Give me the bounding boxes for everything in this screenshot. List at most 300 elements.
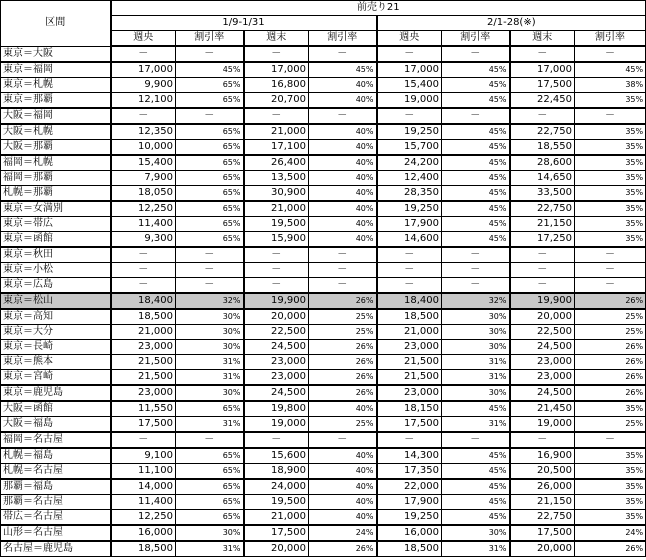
table-row <box>1 495 646 510</box>
fare-cell: 17,250 <box>510 232 575 248</box>
fare-cell: 18,150 <box>377 401 442 417</box>
discount-cell: － <box>176 46 244 62</box>
route-cell: 東京＝松山 <box>1 293 111 309</box>
discount-cell: 25% <box>309 325 377 340</box>
discount-cell: － <box>176 263 244 278</box>
fare-cell: 28,350 <box>377 186 442 202</box>
table-row <box>1 432 646 448</box>
fare-cell: － <box>377 108 442 124</box>
col-header: 割引率 <box>309 31 377 47</box>
discount-cell: 25% <box>575 325 646 340</box>
route-cell: 札幌＝福島 <box>1 448 111 464</box>
fare-cell: 23,000 <box>244 370 309 386</box>
fare-cell: 22,450 <box>510 93 575 109</box>
fare-cell: 19,500 <box>244 217 309 232</box>
fare-cell: － <box>244 46 309 62</box>
fare-cell: 19,000 <box>510 417 575 433</box>
discount-cell: 40% <box>309 171 377 186</box>
fare-cell: 13,500 <box>244 171 309 186</box>
fare-cell: 19,000 <box>377 93 442 109</box>
discount-cell: 30% <box>176 525 244 541</box>
discount-cell: 40% <box>309 186 377 202</box>
discount-cell: 31% <box>176 355 244 370</box>
col-header: 週央 <box>377 31 442 47</box>
route-cell: 東京＝大阪 <box>1 46 111 62</box>
route-cell: 大阪＝函館 <box>1 401 111 417</box>
discount-cell: 30% <box>442 309 510 325</box>
table-row <box>1 78 646 93</box>
fare-cell: 30,900 <box>244 186 309 202</box>
discount-cell: 31% <box>176 370 244 386</box>
route-cell: 大阪＝福岡 <box>1 108 111 124</box>
discount-cell: 26% <box>309 541 377 557</box>
col-header: 割引率 <box>442 31 510 47</box>
fare-cell: 14,600 <box>377 232 442 248</box>
table-row <box>1 464 646 480</box>
fare-cell: 21,000 <box>111 325 176 340</box>
fare-cell: 21,500 <box>111 370 176 386</box>
fare-cell: 12,250 <box>111 201 176 217</box>
table-row <box>1 510 646 526</box>
discount-cell: 45% <box>442 495 510 510</box>
discount-cell: 65% <box>176 171 244 186</box>
discount-cell: 30% <box>442 525 510 541</box>
discount-cell: 40% <box>309 495 377 510</box>
fare-cell: 15,700 <box>377 140 442 156</box>
table-row <box>1 217 646 232</box>
discount-cell: 35% <box>575 479 646 495</box>
fare-cell: 23,000 <box>377 385 442 401</box>
discount-cell: 65% <box>176 140 244 156</box>
discount-cell: 65% <box>176 201 244 217</box>
fare-cell: － <box>377 263 442 278</box>
period-header-2: 2/1-28(※) <box>377 16 646 31</box>
route-cell: 東京＝帯広 <box>1 217 111 232</box>
route-cell: 東京＝鹿児島 <box>1 385 111 401</box>
fare-cell: 20,500 <box>510 464 575 480</box>
discount-cell: 65% <box>176 479 244 495</box>
discount-cell: 45% <box>442 217 510 232</box>
discount-cell: 26% <box>309 370 377 386</box>
discount-cell: － <box>309 247 377 263</box>
discount-cell: － <box>176 247 244 263</box>
fare-cell: 18,050 <box>111 186 176 202</box>
discount-cell: 45% <box>442 186 510 202</box>
fare-cell: 11,400 <box>111 495 176 510</box>
table-row <box>1 46 646 62</box>
discount-cell: － <box>309 46 377 62</box>
discount-cell: 40% <box>309 232 377 248</box>
route-cell: 大阪＝福島 <box>1 417 111 433</box>
route-cell: 東京＝高知 <box>1 309 111 325</box>
route-cell: 大阪＝那覇 <box>1 140 111 156</box>
fare-cell: 9,100 <box>111 448 176 464</box>
fare-cell: 23,000 <box>377 340 442 355</box>
col-header: 週末 <box>510 31 575 47</box>
discount-cell: 30% <box>176 385 244 401</box>
table-row <box>1 541 646 557</box>
discount-cell: 32% <box>176 293 244 309</box>
route-cell: 名古屋＝鹿児島 <box>1 541 111 557</box>
fare-cell: 21,150 <box>510 217 575 232</box>
discount-cell: － <box>442 278 510 294</box>
discount-cell: 26% <box>309 293 377 309</box>
discount-cell: 40% <box>309 479 377 495</box>
fare-cell: 17,500 <box>377 417 442 433</box>
fare-cell: 18,500 <box>377 309 442 325</box>
fare-cell: 17,900 <box>377 217 442 232</box>
discount-cell: 40% <box>309 140 377 156</box>
fare-cell: 19,000 <box>244 417 309 433</box>
fare-cell: － <box>244 432 309 448</box>
table-row <box>1 340 646 355</box>
fare-cell: － <box>111 432 176 448</box>
route-cell: 東京＝大分 <box>1 325 111 340</box>
discount-cell: 45% <box>442 448 510 464</box>
fare-cell: 23,000 <box>111 385 176 401</box>
fare-cell: － <box>377 247 442 263</box>
discount-cell: 30% <box>176 325 244 340</box>
discount-cell: 30% <box>442 325 510 340</box>
discount-cell: － <box>309 432 377 448</box>
fare-cell: 18,500 <box>111 309 176 325</box>
fare-cell: 16,000 <box>377 525 442 541</box>
discount-cell: － <box>442 108 510 124</box>
discount-cell: 65% <box>176 155 244 171</box>
route-cell: 東京＝福岡 <box>1 62 111 78</box>
fare-cell: 15,600 <box>244 448 309 464</box>
discount-cell: 31% <box>442 541 510 557</box>
discount-cell: 45% <box>442 479 510 495</box>
route-cell: 福岡＝那覇 <box>1 171 111 186</box>
fare-cell: 24,500 <box>510 340 575 355</box>
discount-cell: － <box>309 278 377 294</box>
discount-cell: 65% <box>176 448 244 464</box>
discount-cell: 65% <box>176 93 244 109</box>
discount-cell: 32% <box>442 293 510 309</box>
fare-cell: 21,150 <box>510 495 575 510</box>
discount-cell: 40% <box>309 510 377 526</box>
discount-cell: 26% <box>575 293 646 309</box>
discount-cell: 30% <box>442 385 510 401</box>
fare-cell: 11,100 <box>111 464 176 480</box>
discount-cell: 65% <box>176 232 244 248</box>
fare-cell: 24,200 <box>377 155 442 171</box>
discount-cell: 65% <box>176 464 244 480</box>
discount-cell: 45% <box>176 62 244 78</box>
fare-cell: 17,500 <box>111 417 176 433</box>
fare-cell: 20,000 <box>510 309 575 325</box>
table-row <box>1 62 646 78</box>
discount-cell: 35% <box>575 124 646 140</box>
fare-cell: 18,400 <box>111 293 176 309</box>
discount-cell: 35% <box>575 495 646 510</box>
discount-cell: 45% <box>309 62 377 78</box>
fare-cell: 28,600 <box>510 155 575 171</box>
table-row <box>1 124 646 140</box>
table-row <box>1 171 646 186</box>
discount-cell: 45% <box>442 155 510 171</box>
fare-cell: 19,250 <box>377 510 442 526</box>
fare-cell: － <box>111 278 176 294</box>
fare-cell: 14,000 <box>111 479 176 495</box>
discount-cell: 25% <box>575 417 646 433</box>
route-header: 区間 <box>1 1 111 47</box>
discount-cell: － <box>442 46 510 62</box>
fare-cell: － <box>244 247 309 263</box>
discount-cell: 40% <box>309 93 377 109</box>
fare-cell: 18,900 <box>244 464 309 480</box>
discount-cell: － <box>176 278 244 294</box>
route-cell: 札幌＝名古屋 <box>1 464 111 480</box>
route-cell: 東京＝熊本 <box>1 355 111 370</box>
discount-cell: 35% <box>575 217 646 232</box>
fare-cell: 18,550 <box>510 140 575 156</box>
fare-cell: 17,500 <box>510 78 575 93</box>
fare-cell: － <box>244 278 309 294</box>
fare-cell: 15,400 <box>377 78 442 93</box>
discount-cell: 26% <box>575 541 646 557</box>
fare-cell: － <box>111 247 176 263</box>
route-cell: 札幌＝那覇 <box>1 186 111 202</box>
route-cell: 東京＝広島 <box>1 278 111 294</box>
discount-cell: 65% <box>176 78 244 93</box>
col-header: 週末 <box>244 31 309 47</box>
fare-cell: 21,500 <box>377 355 442 370</box>
discount-cell: 65% <box>176 186 244 202</box>
discount-cell: 35% <box>575 201 646 217</box>
route-cell: 東京＝札幌 <box>1 78 111 93</box>
discount-cell: 65% <box>176 510 244 526</box>
fare-cell: 17,000 <box>111 62 176 78</box>
fare-cell: 26,000 <box>510 479 575 495</box>
discount-cell: 26% <box>309 385 377 401</box>
discount-cell: － <box>309 263 377 278</box>
fare-cell: 12,350 <box>111 124 176 140</box>
discount-cell: 45% <box>442 78 510 93</box>
discount-cell: 40% <box>309 464 377 480</box>
fare-cell: 19,800 <box>244 401 309 417</box>
discount-cell: 45% <box>442 401 510 417</box>
discount-cell: 40% <box>309 217 377 232</box>
fare-cell: 12,250 <box>111 510 176 526</box>
fare-cell: 17,000 <box>377 62 442 78</box>
discount-cell: 40% <box>309 401 377 417</box>
discount-cell: 45% <box>442 124 510 140</box>
fare-cell: 10,000 <box>111 140 176 156</box>
discount-cell: 35% <box>575 186 646 202</box>
discount-cell: 26% <box>575 370 646 386</box>
fare-cell: 17,000 <box>510 62 575 78</box>
fare-cell: 14,650 <box>510 171 575 186</box>
fare-cell: 17,900 <box>377 495 442 510</box>
route-cell: 東京＝長崎 <box>1 340 111 355</box>
discount-cell: 35% <box>575 448 646 464</box>
discount-cell: 45% <box>442 510 510 526</box>
table-row <box>1 93 646 109</box>
discount-cell: 45% <box>442 140 510 156</box>
fare-cell: 20,000 <box>244 541 309 557</box>
discount-cell: － <box>442 247 510 263</box>
table-row <box>1 325 646 340</box>
discount-cell: 30% <box>442 340 510 355</box>
fare-cell: 21,000 <box>377 325 442 340</box>
fare-cell: 24,500 <box>244 340 309 355</box>
route-cell: 那覇＝名古屋 <box>1 495 111 510</box>
discount-cell: 45% <box>575 62 646 78</box>
discount-cell: 45% <box>442 232 510 248</box>
fare-cell: 22,000 <box>377 479 442 495</box>
route-cell: 那覇＝福島 <box>1 479 111 495</box>
discount-cell: 45% <box>442 93 510 109</box>
discount-cell: － <box>575 278 646 294</box>
fare-cell: 20,000 <box>510 541 575 557</box>
fare-cell: 16,800 <box>244 78 309 93</box>
discount-cell: 65% <box>176 401 244 417</box>
fare-cell: 19,500 <box>244 495 309 510</box>
route-cell: 東京＝女満別 <box>1 201 111 217</box>
route-cell: 福岡＝名古屋 <box>1 432 111 448</box>
discount-cell: － <box>442 263 510 278</box>
table-row <box>1 108 646 124</box>
discount-cell: 31% <box>442 370 510 386</box>
discount-cell: 65% <box>176 217 244 232</box>
fare-cell: － <box>377 278 442 294</box>
discount-cell: － <box>442 432 510 448</box>
fare-cell: － <box>510 46 575 62</box>
fare-cell: 9,300 <box>111 232 176 248</box>
fare-cell: 26,400 <box>244 155 309 171</box>
fare-cell: 12,100 <box>111 93 176 109</box>
table-row <box>1 140 646 156</box>
discount-cell: 35% <box>575 171 646 186</box>
fare-cell: 24,000 <box>244 479 309 495</box>
fare-cell: 23,000 <box>244 355 309 370</box>
fare-cell: 16,000 <box>111 525 176 541</box>
col-header: 割引率 <box>176 31 244 47</box>
fare-cell: 22,750 <box>510 201 575 217</box>
col-header: 週央 <box>111 31 176 47</box>
fare-cell: 11,550 <box>111 401 176 417</box>
fare-cell: － <box>377 432 442 448</box>
fare-cell: 19,900 <box>244 293 309 309</box>
discount-cell: 26% <box>309 340 377 355</box>
fare-cell: 21,000 <box>244 510 309 526</box>
discount-cell: － <box>176 432 244 448</box>
fare-cell: 23,000 <box>111 340 176 355</box>
discount-cell: 35% <box>575 510 646 526</box>
discount-cell: － <box>309 108 377 124</box>
discount-cell: 25% <box>309 309 377 325</box>
table-row <box>1 385 646 401</box>
col-header: 割引率 <box>575 31 646 47</box>
discount-cell: 40% <box>309 201 377 217</box>
table-row <box>1 401 646 417</box>
route-cell: 大阪＝札幌 <box>1 124 111 140</box>
route-cell: 東京＝小松 <box>1 263 111 278</box>
fare-cell: － <box>510 263 575 278</box>
table-row <box>1 355 646 370</box>
fare-cell: 18,500 <box>377 541 442 557</box>
route-cell: 東京＝宮崎 <box>1 370 111 386</box>
discount-cell: 40% <box>309 124 377 140</box>
discount-cell: 25% <box>309 417 377 433</box>
discount-cell: 26% <box>575 385 646 401</box>
group-header: 前売り21 <box>111 1 646 16</box>
fare-cell: 17,350 <box>377 464 442 480</box>
fare-cell: － <box>510 432 575 448</box>
table-row <box>1 309 646 325</box>
fare-cell: 17,000 <box>244 62 309 78</box>
fare-cell: － <box>244 263 309 278</box>
discount-cell: 31% <box>442 417 510 433</box>
route-cell: 福岡＝札幌 <box>1 155 111 171</box>
fare-cell: 12,400 <box>377 171 442 186</box>
discount-cell: － <box>176 108 244 124</box>
fare-cell: 20,000 <box>244 309 309 325</box>
fare-cell: 19,900 <box>510 293 575 309</box>
discount-cell: 30% <box>176 340 244 355</box>
fare-cell: － <box>510 247 575 263</box>
route-cell: 山形＝名古屋 <box>1 525 111 541</box>
fare-cell: 21,000 <box>244 124 309 140</box>
fare-cell: － <box>510 108 575 124</box>
fare-cell: 23,000 <box>510 355 575 370</box>
discount-cell: 45% <box>442 62 510 78</box>
fare-cell: 11,400 <box>111 217 176 232</box>
table-row <box>1 525 646 541</box>
fare-cell: 18,500 <box>111 541 176 557</box>
discount-cell: 35% <box>575 232 646 248</box>
fare-cell: － <box>111 263 176 278</box>
fare-cell: 20,700 <box>244 93 309 109</box>
discount-cell: 35% <box>575 93 646 109</box>
discount-cell: 31% <box>176 417 244 433</box>
discount-cell: － <box>575 263 646 278</box>
discount-cell: 40% <box>309 155 377 171</box>
discount-cell: － <box>575 108 646 124</box>
fare-cell: 22,750 <box>510 124 575 140</box>
discount-cell: 40% <box>309 78 377 93</box>
fare-cell: 15,900 <box>244 232 309 248</box>
route-cell: 帯広＝名古屋 <box>1 510 111 526</box>
discount-cell: 45% <box>442 171 510 186</box>
discount-cell: 25% <box>575 309 646 325</box>
fare-cell: － <box>510 278 575 294</box>
table-row <box>1 417 646 433</box>
fare-cell: 33,500 <box>510 186 575 202</box>
discount-cell: － <box>575 432 646 448</box>
fare-cell: － <box>377 46 442 62</box>
fare-cell: 14,300 <box>377 448 442 464</box>
table-row <box>1 247 646 263</box>
discount-cell: 35% <box>575 140 646 156</box>
fare-cell: 24,500 <box>244 385 309 401</box>
table-row <box>1 479 646 495</box>
discount-cell: 24% <box>309 525 377 541</box>
discount-cell: 30% <box>176 309 244 325</box>
fare-cell: 16,900 <box>510 448 575 464</box>
fare-cell: 9,900 <box>111 78 176 93</box>
fare-cell: 21,500 <box>377 370 442 386</box>
fare-cell: 17,500 <box>244 525 309 541</box>
discount-cell: 65% <box>176 124 244 140</box>
table-row <box>1 155 646 171</box>
discount-cell: 24% <box>575 525 646 541</box>
discount-cell: 35% <box>575 155 646 171</box>
table-row <box>1 293 646 309</box>
table-row <box>1 186 646 202</box>
